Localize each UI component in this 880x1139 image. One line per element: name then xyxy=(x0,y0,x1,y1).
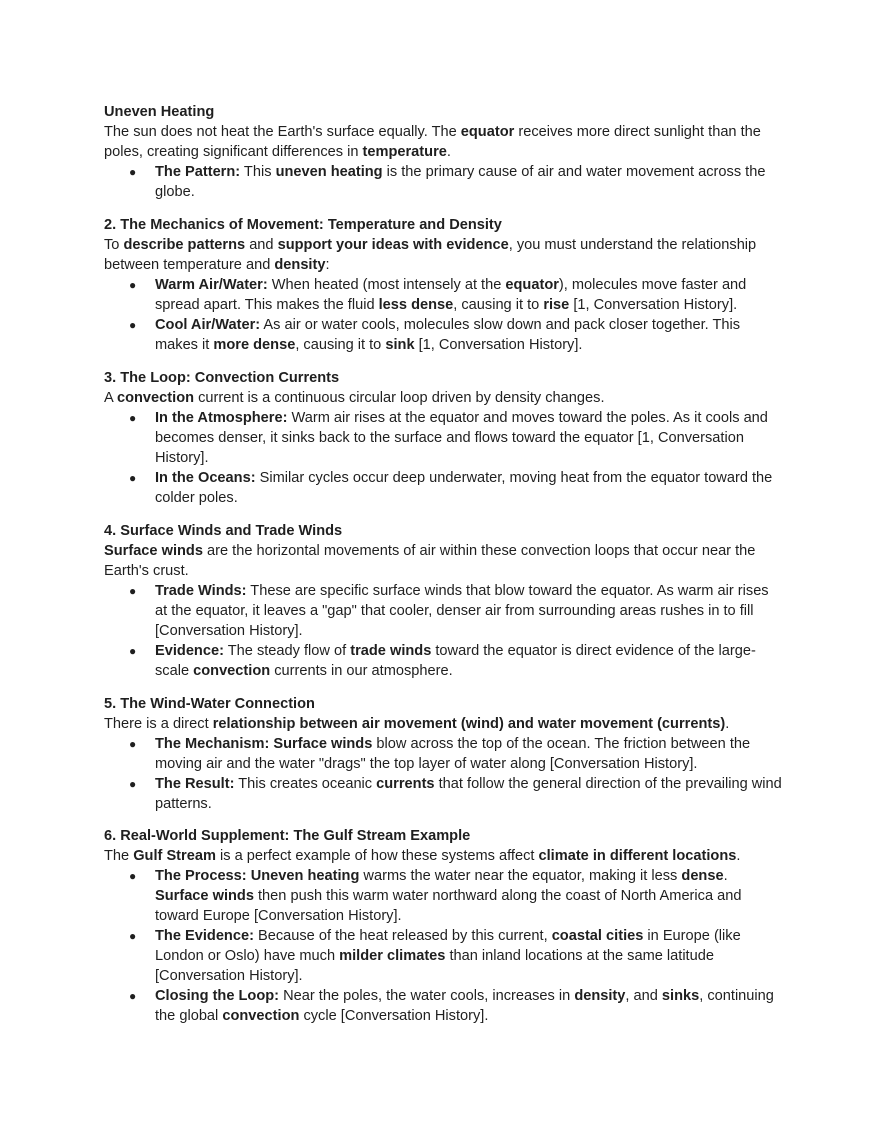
bold-term: In the Oceans: xyxy=(155,470,256,486)
bold-term: Trade Winds: xyxy=(155,583,247,599)
bold-term: convection xyxy=(193,663,271,679)
section-mechanics xyxy=(104,215,784,355)
section-intro: To describe patterns and support your ideas with evidence, you must understand the relationship between temperature and density: xyxy=(104,237,757,273)
bullet-dot-icon: ● xyxy=(129,318,137,332)
bold-term: equator xyxy=(460,124,515,140)
bold-term: coastal cities xyxy=(551,928,644,944)
bold-term: The Process: Uneven heating xyxy=(155,868,360,884)
bullet-dot-icon: ● xyxy=(129,278,137,292)
bold-term: sinks xyxy=(661,988,700,1004)
bold-term: Surface winds xyxy=(155,888,254,904)
section-uneven-heating xyxy=(104,102,784,202)
bold-term: rise xyxy=(543,297,570,313)
bold-term: The Pattern: xyxy=(155,164,241,180)
bold-term: sink xyxy=(385,337,415,353)
section-heading: 5. The Wind-Water Connection xyxy=(104,696,315,712)
bullet-text: Trade Winds: These are specific surface winds that blow toward the equator. As warm air rises at the equator, it leaves a "gap" that cooler, denser air from surrounding areas rushes in to fill [Conversation History]. xyxy=(155,583,769,639)
bullet-dot-icon: ● xyxy=(129,989,137,1003)
bullet-dot-icon: ● xyxy=(129,471,137,485)
bold-term: density xyxy=(274,257,326,273)
bold-term: uneven heating xyxy=(275,164,383,180)
section-heading: 6. Real-World Supplement: The Gulf Stream Example xyxy=(104,828,471,844)
bullet-text: The Evidence: Because of the heat released by this current, coastal cities in Europe (like London or Oslo) have much milder climates than inland locations at the same latitude [Conversation History]. xyxy=(155,928,741,984)
bullet-item xyxy=(104,986,784,1026)
bullet-item xyxy=(104,641,784,681)
section-heading: 2. The Mechanics of Movement: Temperature and Density xyxy=(104,217,502,233)
bullet-dot-icon: ● xyxy=(129,165,137,179)
bold-term: more dense xyxy=(213,337,296,353)
bold-term: The Mechanism: Surface winds xyxy=(155,736,373,752)
bold-term: dense xyxy=(681,868,724,884)
section-intro: There is a direct relationship between air movement (wind) and water movement (currents). xyxy=(104,716,730,732)
bullet-text: The Pattern: This uneven heating is the primary cause of air and water movement across the globe. xyxy=(155,164,766,200)
bullet-list xyxy=(104,581,784,681)
bullet-list xyxy=(104,866,784,1026)
section-surface-winds xyxy=(104,521,784,681)
bold-term: temperature xyxy=(362,144,447,160)
bullet-text: In the Atmosphere: Warm air rises at the equator and moves toward the poles. As it cools and becomes denser, it sinks back to the surface and flows toward the equator [1, Conversation History]. xyxy=(155,410,768,466)
bullet-item xyxy=(104,315,784,355)
bullet-item xyxy=(104,734,784,774)
section-wind-water xyxy=(104,694,784,814)
bold-term: trade winds xyxy=(350,643,432,659)
bullet-text: Warm Air/Water: When heated (most intensely at the equator), molecules move faster and spread apart. This makes the fluid less dense, causing it to rise [1, Conversation History]. xyxy=(155,277,747,313)
bold-term: Cool Air/Water: xyxy=(155,317,261,333)
section-intro: The Gulf Stream is a perfect example of how these systems affect climate in different locations. xyxy=(104,848,741,864)
bullet-item xyxy=(104,162,784,202)
bold-term: currents xyxy=(376,776,435,792)
section-intro: A convection current is a continuous circular loop driven by density changes. xyxy=(104,390,605,406)
bullet-list xyxy=(104,408,784,508)
section-heading: 3. The Loop: Convection Currents xyxy=(104,370,340,386)
bullet-list xyxy=(104,275,784,355)
bold-term: Closing the Loop: xyxy=(155,988,280,1004)
bullet-item xyxy=(104,774,784,814)
bullet-dot-icon: ● xyxy=(129,411,137,425)
bold-term: Surface winds xyxy=(104,543,203,559)
bullet-dot-icon: ● xyxy=(129,869,137,883)
bullet-item xyxy=(104,581,784,641)
section-heading: 4. Surface Winds and Trade Winds xyxy=(104,523,343,539)
bold-term: density xyxy=(574,988,626,1004)
section-intro: The sun does not heat the Earth's surface equally. The equator receives more direct sunlight than the poles, creating significant differences in temperature. xyxy=(104,124,761,160)
bold-term: The Evidence: xyxy=(155,928,254,944)
bullet-text: Closing the Loop: Near the poles, the water cools, increases in density, and sinks, continuing the global convection cycle [Conversation History]. xyxy=(155,988,774,1024)
bullet-item xyxy=(104,926,784,986)
bold-term: The Result: xyxy=(155,776,235,792)
bold-term: climate in different locations xyxy=(538,848,737,864)
bullet-text: The Mechanism: Surface winds blow across the top of the ocean. The friction between the moving air and the water "drags" the top layer of water along [Conversation History]. xyxy=(155,736,751,772)
bold-term: support your ideas with evidence xyxy=(277,237,509,253)
section-gulf-stream xyxy=(104,826,784,1026)
bullet-text: In the Oceans: Similar cycles occur deep underwater, moving heat from the equator toward the colder poles. xyxy=(155,470,773,506)
bullet-text: The Process: Uneven heating warms the water near the equator, making it less dense. Surface winds then push this warm water northward along the coast of North America and toward Europe [Conversation History]. xyxy=(155,868,742,924)
bold-term: In the Atmosphere: xyxy=(155,410,288,426)
bullet-dot-icon: ● xyxy=(129,644,137,658)
section-intro: Surface winds are the horizontal movements of air within these convection loops that occur near the Earth's crust. xyxy=(104,543,756,579)
bold-term: Warm Air/Water: xyxy=(155,277,268,293)
bold-term: describe patterns xyxy=(123,237,246,253)
bullet-list xyxy=(104,162,784,202)
bullet-text: The Result: This creates oceanic currents that follow the general direction of the prevailing wind patterns. xyxy=(155,776,782,812)
bold-term: milder climates xyxy=(339,948,446,964)
bold-term: less dense xyxy=(378,297,454,313)
section-heading: Uneven Heating xyxy=(104,104,215,120)
bullet-dot-icon: ● xyxy=(129,929,137,943)
bullet-dot-icon: ● xyxy=(129,777,137,791)
bold-term: relationship between air movement (wind) and water movement (currents) xyxy=(212,716,726,732)
bullet-item xyxy=(104,468,784,508)
bullet-list xyxy=(104,734,784,814)
bold-term: convection xyxy=(116,390,195,406)
bullet-item xyxy=(104,275,784,315)
bold-term: Evidence: xyxy=(155,643,224,659)
bullet-item xyxy=(104,408,784,468)
bullet-dot-icon: ● xyxy=(129,584,137,598)
section-convection-loop xyxy=(104,368,784,508)
bold-term: convection xyxy=(222,1008,300,1024)
bullet-text: Evidence: The steady flow of trade winds toward the equator is direct evidence of the large-scale convection currents in our atmosphere. xyxy=(155,643,756,679)
bold-term: equator xyxy=(505,277,559,293)
bullet-dot-icon: ● xyxy=(129,737,137,751)
bullet-text: Cool Air/Water: As air or water cools, molecules slow down and pack closer together. This makes it more dense, causing it to sink [1, Conversation History]. xyxy=(155,317,741,353)
bullet-item xyxy=(104,866,784,926)
bold-term: Gulf Stream xyxy=(133,848,216,864)
